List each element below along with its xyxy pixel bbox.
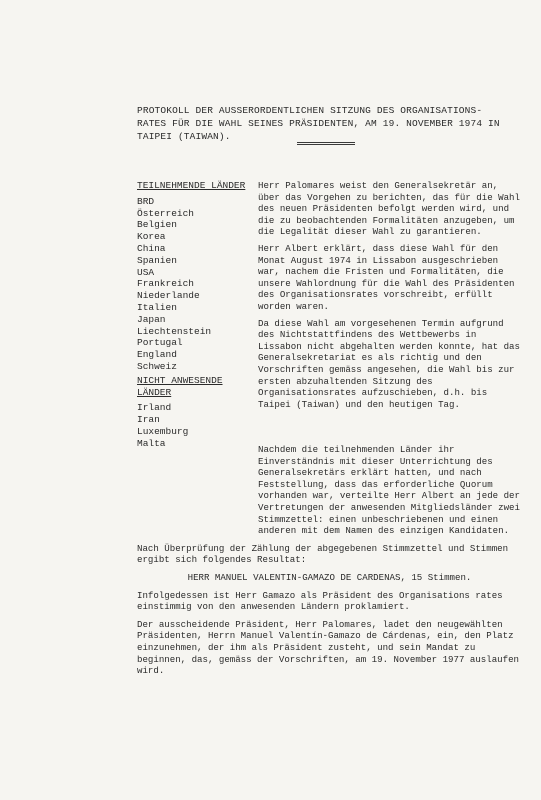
minutes-right-column bbox=[258, 180, 520, 415]
country-item: Österreich bbox=[137, 207, 195, 219]
country-item: Korea bbox=[137, 231, 166, 243]
paragraph-instruction: Herr Palomares weist den Generalsekretär an, über das Vorgehen zu berichten, das für die Wahl des neuen Präsidenten befolgt werden wird, und die zu beobachtenden Formalitäten anzugeben, um die Legalität dieser Wahl zu garantieren. bbox=[258, 180, 520, 238]
absent-countries-list bbox=[137, 402, 255, 449]
country-item: Irland bbox=[137, 402, 172, 414]
title-double-rule bbox=[297, 142, 355, 145]
paragraph-count: Nach Überprüfung der Zählung der abgegebenen Stimmzettel und Stimmen ergibt sich folgendes Resultat: bbox=[137, 542, 509, 566]
document-title: PROTOKOLL DER AUSSERORDENTLICHEN SITZUNG DES ORGANISATIONS-RATES FÜR DIE WAHL SEINES PRÄSIDENTEN, AM 19. NOVEMBER 1974 IN TAIPEI (TAIWAN). bbox=[137, 105, 506, 142]
present-countries-list bbox=[137, 196, 255, 373]
country-item: England bbox=[137, 349, 177, 361]
country-item: USA bbox=[137, 266, 155, 278]
election-result: HERR MANUEL VALENTIN-GAMAZO DE CARDENAS, 15 Stimmen. bbox=[187, 571, 472, 583]
country-item: BRD bbox=[137, 195, 155, 207]
country-item: Luxemburg bbox=[137, 425, 189, 437]
paragraph-handover: Der ausscheidende Präsident, Herr Palomares, ladet den neugewählten Präsidenten, Herrn Manuel Valentín-Gamazo de Cárdenas, ein, den Platz einzunehmen, der ihm als Präsident zusteht, und sein Mandat zu beginnen, das, gemäss der Vorschriften, am 19. November 1977 auslaufen wird. bbox=[137, 618, 519, 677]
paragraph-postponement: Da diese Wahl am vorgesehenen Termin aufgrund des Nichtstattfindens des Wettbewerbs in Lissabon nicht abgehalten werden konnte, hat das Generalsekretariat es als richtig und den Vorschriften gemäss angesehen, die Wahl bis zur ersten abzuhaltenden Sitzung des Organisationsrates aufzuschieben, d.h. bis Taipei (Taiwan) und den heutigen Tag. bbox=[258, 317, 520, 410]
absent-countries-heading: NICHT ANWESENDE LÄNDER bbox=[137, 374, 223, 398]
paragraph-ballots: Nachdem die teilnehmenden Länder ihr Einverständnis mit dieser Unterrichtung des Generalsekretärs erklärt hatten, und nach Feststellung, dass das erforderliche Quorum vorhanden war, verteilte Herr Albert an jede der Vertretungen der anwesenden Mitgliedsländer zwei Stimmzettel: einen unbeschriebenen und einen anderen mit dem Namen des einzigen Kandidaten. bbox=[258, 444, 520, 537]
paragraph-announcement: Herr Albert erklärt, dass diese Wahl für den Monat August 1974 in Lissabon ausgeschrieben war, nachem die Fristen und Formalitäten, die unsere Wahlordnung für die Wahl des Präsidenten des Organisationsrates vorschreibt, erfüllt worden waren. bbox=[258, 242, 515, 312]
country-item: Italien bbox=[137, 301, 177, 313]
country-item: Iran bbox=[137, 414, 160, 426]
country-item: Malta bbox=[137, 437, 166, 449]
minutes-full-width bbox=[137, 444, 522, 683]
country-item: Frankreich bbox=[137, 278, 195, 290]
country-item: Schweiz bbox=[137, 360, 177, 372]
country-item: Belgien bbox=[137, 219, 177, 231]
country-item: Japan bbox=[137, 313, 166, 325]
country-item: Spanien bbox=[137, 254, 177, 266]
country-item: Niederlande bbox=[137, 290, 200, 302]
country-item: China bbox=[137, 242, 166, 254]
country-item: Portugal bbox=[137, 337, 183, 349]
country-item: Liechtenstein bbox=[137, 325, 212, 337]
country-sidebar bbox=[137, 180, 255, 452]
paragraph-proclamation: Infolgedessen ist Herr Gamazo als Präsident des Organisations rates einstimmig von den anwesenden Ländern proklamiert. bbox=[137, 589, 503, 613]
present-countries-heading: TEILNEHMENDE LÄNDER bbox=[137, 180, 246, 191]
